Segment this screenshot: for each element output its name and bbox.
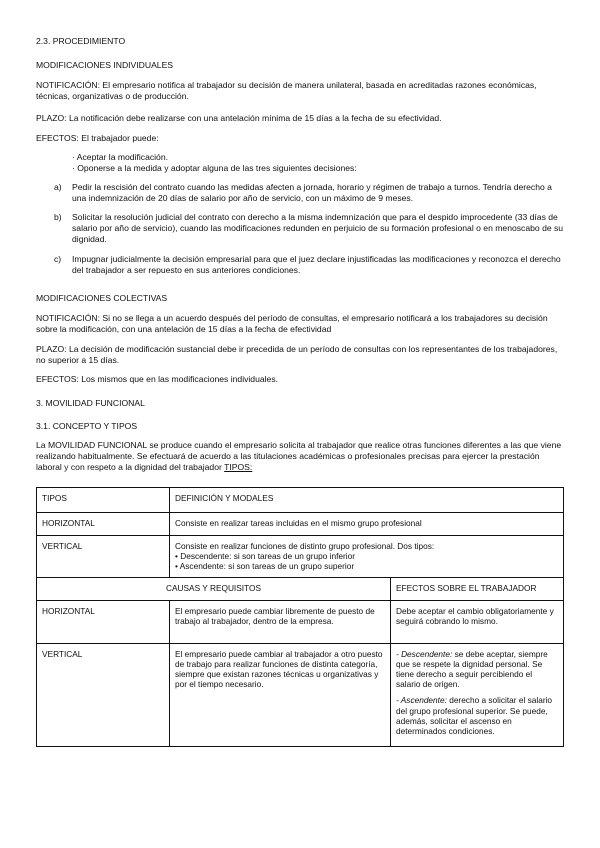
table-cell: VERTICAL <box>37 536 170 578</box>
individual-heading: MODIFICACIONES INDIVIDUALES <box>36 60 174 70</box>
option-text: Pedir la rescisión del contrato cuando las medidas afecten a jornada, horario y régimen de trabajo a turnos. Tendría derecho a una indemnización de 20 días de salario por año de servicio, con un máximo de 9 meses. <box>72 182 552 204</box>
ascendente-label: - Ascendente: <box>396 695 447 706</box>
tipos-underlined: TIPOS: <box>224 462 253 473</box>
table-row <box>37 513 564 536</box>
plazo-label: PLAZO: <box>36 113 67 123</box>
descendente-label: - Descendente: <box>396 648 453 659</box>
ascendente-text: derecho a solicitar el salario del grupo profesional superior. Se puede, además, solicitar el ascenso en determinados condiciones. <box>396 695 553 737</box>
bullet-item: · Aceptar la modificación. <box>72 152 169 162</box>
table-cell <box>170 536 564 578</box>
table-row <box>37 577 564 600</box>
colectivas-plazo <box>36 344 564 366</box>
plazo-text: La notificación debe realizarse con una antelación mínima de 15 días a la fecha de su efectividad. <box>68 113 442 123</box>
cell-line: Consiste en realizar funciones de distinto grupo profesional. Dos tipos: <box>175 541 435 551</box>
notificacion-text: Si no se llega a un acuerdo después del período de consultas, el empresario notificará a los trabajadores su decisión sobre la modificación, con una antelación de 15 días a la fecha de efectividad <box>36 313 548 335</box>
table-row <box>37 600 564 643</box>
movilidad-table <box>36 487 564 747</box>
table-cell: El empresario puede cambiar al trabajador a otro puesto de trabajo para realizar funciones de distinta categoría, siempre que existan razones técnicas u organizativas y por el tiempo necesario. <box>170 643 391 746</box>
section-title: 2.3. PROCEDIMIENTO <box>36 36 126 46</box>
efectos-label: EFECTOS: <box>36 374 79 384</box>
movilidad-subheading: 3.1. CONCEPTO Y TIPOS <box>36 421 138 431</box>
cell-paragraph <box>396 649 558 690</box>
paragraph-text: La MOVILIDAD FUNCIONAL se produce cuando el empresario solicita al trabajador que realice otras funciones diferentes a las que viene realizando habitualmente. Se efectuará de acuerdo a las titulaciones académicas o profesionales precisas para ejercer la prestación laboral y con respeto a la dignidad del trabajador <box>36 440 562 473</box>
table-header-cell: DEFINICIÓN Y MODALES <box>170 488 564 513</box>
colectivas-efectos <box>36 374 564 385</box>
table-header-cell: CAUSAS Y REQUISITOS <box>37 577 391 600</box>
option-letter: b) <box>54 212 62 222</box>
table-cell: VERTICAL <box>37 643 170 746</box>
cell-line: • Descendente: si son tareas de un grupo inferior <box>175 551 356 562</box>
option-text: Impugnar judicialmente la decisión empresarial para que el juez declare injustificadas las modificaciones y reconozca el derecho del trabajador a ser repuesto en sus anteriores condiciones. <box>72 254 561 276</box>
option-text: Solicitar la resolución judicial del contrato con derecho a la misma indemnización que para el despido improcedente (33 días de salario por año de servicio), cuando las modificaciones redunden en perjuicio de su formación profesional o en menoscabo de su dignidad. <box>72 212 564 245</box>
table-cell: Debe aceptar el cambio obligatoriamente y seguirá cobrando lo mismo. <box>391 600 564 643</box>
table-row <box>37 488 564 513</box>
option-letter: c) <box>54 254 62 264</box>
table-cell: HORIZONTAL <box>37 513 170 536</box>
descendente-text: se debe aceptar, siempre que se respete la dignidad personal. Se tiene derecho a seguir percibiendo el salario de origen. <box>396 648 548 690</box>
notificacion-text: El empresario notifica al trabajador su decisión de manera unilateral, basada en acreditadas razones económicas, técnicas, organizativas o de producción. <box>36 80 537 102</box>
table-cell: El empresario puede cambiar libremente de puesto de trabajo al trabajador, dentro de la empresa. <box>170 600 391 643</box>
individual-notificacion <box>36 80 564 102</box>
efectos-label: EFECTOS: <box>36 133 79 143</box>
movilidad-heading: 3. MOVILIDAD FUNCIONAL <box>36 398 145 408</box>
notificacion-label: NOTIFICACIÓN: <box>36 80 100 90</box>
notificacion-label: NOTIFICACIÓN: <box>36 313 100 323</box>
plazo-label: PLAZO: <box>36 344 67 354</box>
table-header-cell: TIPOS <box>37 488 170 513</box>
table-cell: Consiste en realizar tareas incluidas en el mismo grupo profesional <box>170 513 564 536</box>
table-cell <box>391 643 564 746</box>
table-cell: HORIZONTAL <box>37 600 170 643</box>
movilidad-paragraph <box>36 440 564 474</box>
individual-plazo <box>36 113 564 124</box>
table-row <box>37 643 564 746</box>
table-header-cell: EFECTOS SOBRE EL TRABAJADOR <box>391 577 564 600</box>
cell-paragraph <box>396 695 558 736</box>
individual-efectos <box>36 133 564 144</box>
option-letter: a) <box>54 182 62 192</box>
colectivas-notificacion <box>36 313 564 335</box>
bullet-item: · Oponerse a la medida y adoptar alguna de las tres siguientes decisiones: <box>72 163 357 173</box>
colectivas-heading: MODIFICACIONES COLECTIVAS <box>36 293 168 303</box>
efectos-text: El trabajador puede: <box>81 133 159 143</box>
table-row <box>37 536 564 578</box>
plazo-text: La decisión de modificación sustancial debe ir precedida de un período de consultas con los representantes de los trabajadores, no superior a 15 días. <box>36 344 558 366</box>
efectos-text: Los mismos que en las modificaciones individuales. <box>81 374 279 384</box>
cell-line: • Ascendente: si son tareas de un grupo superior <box>175 561 355 572</box>
